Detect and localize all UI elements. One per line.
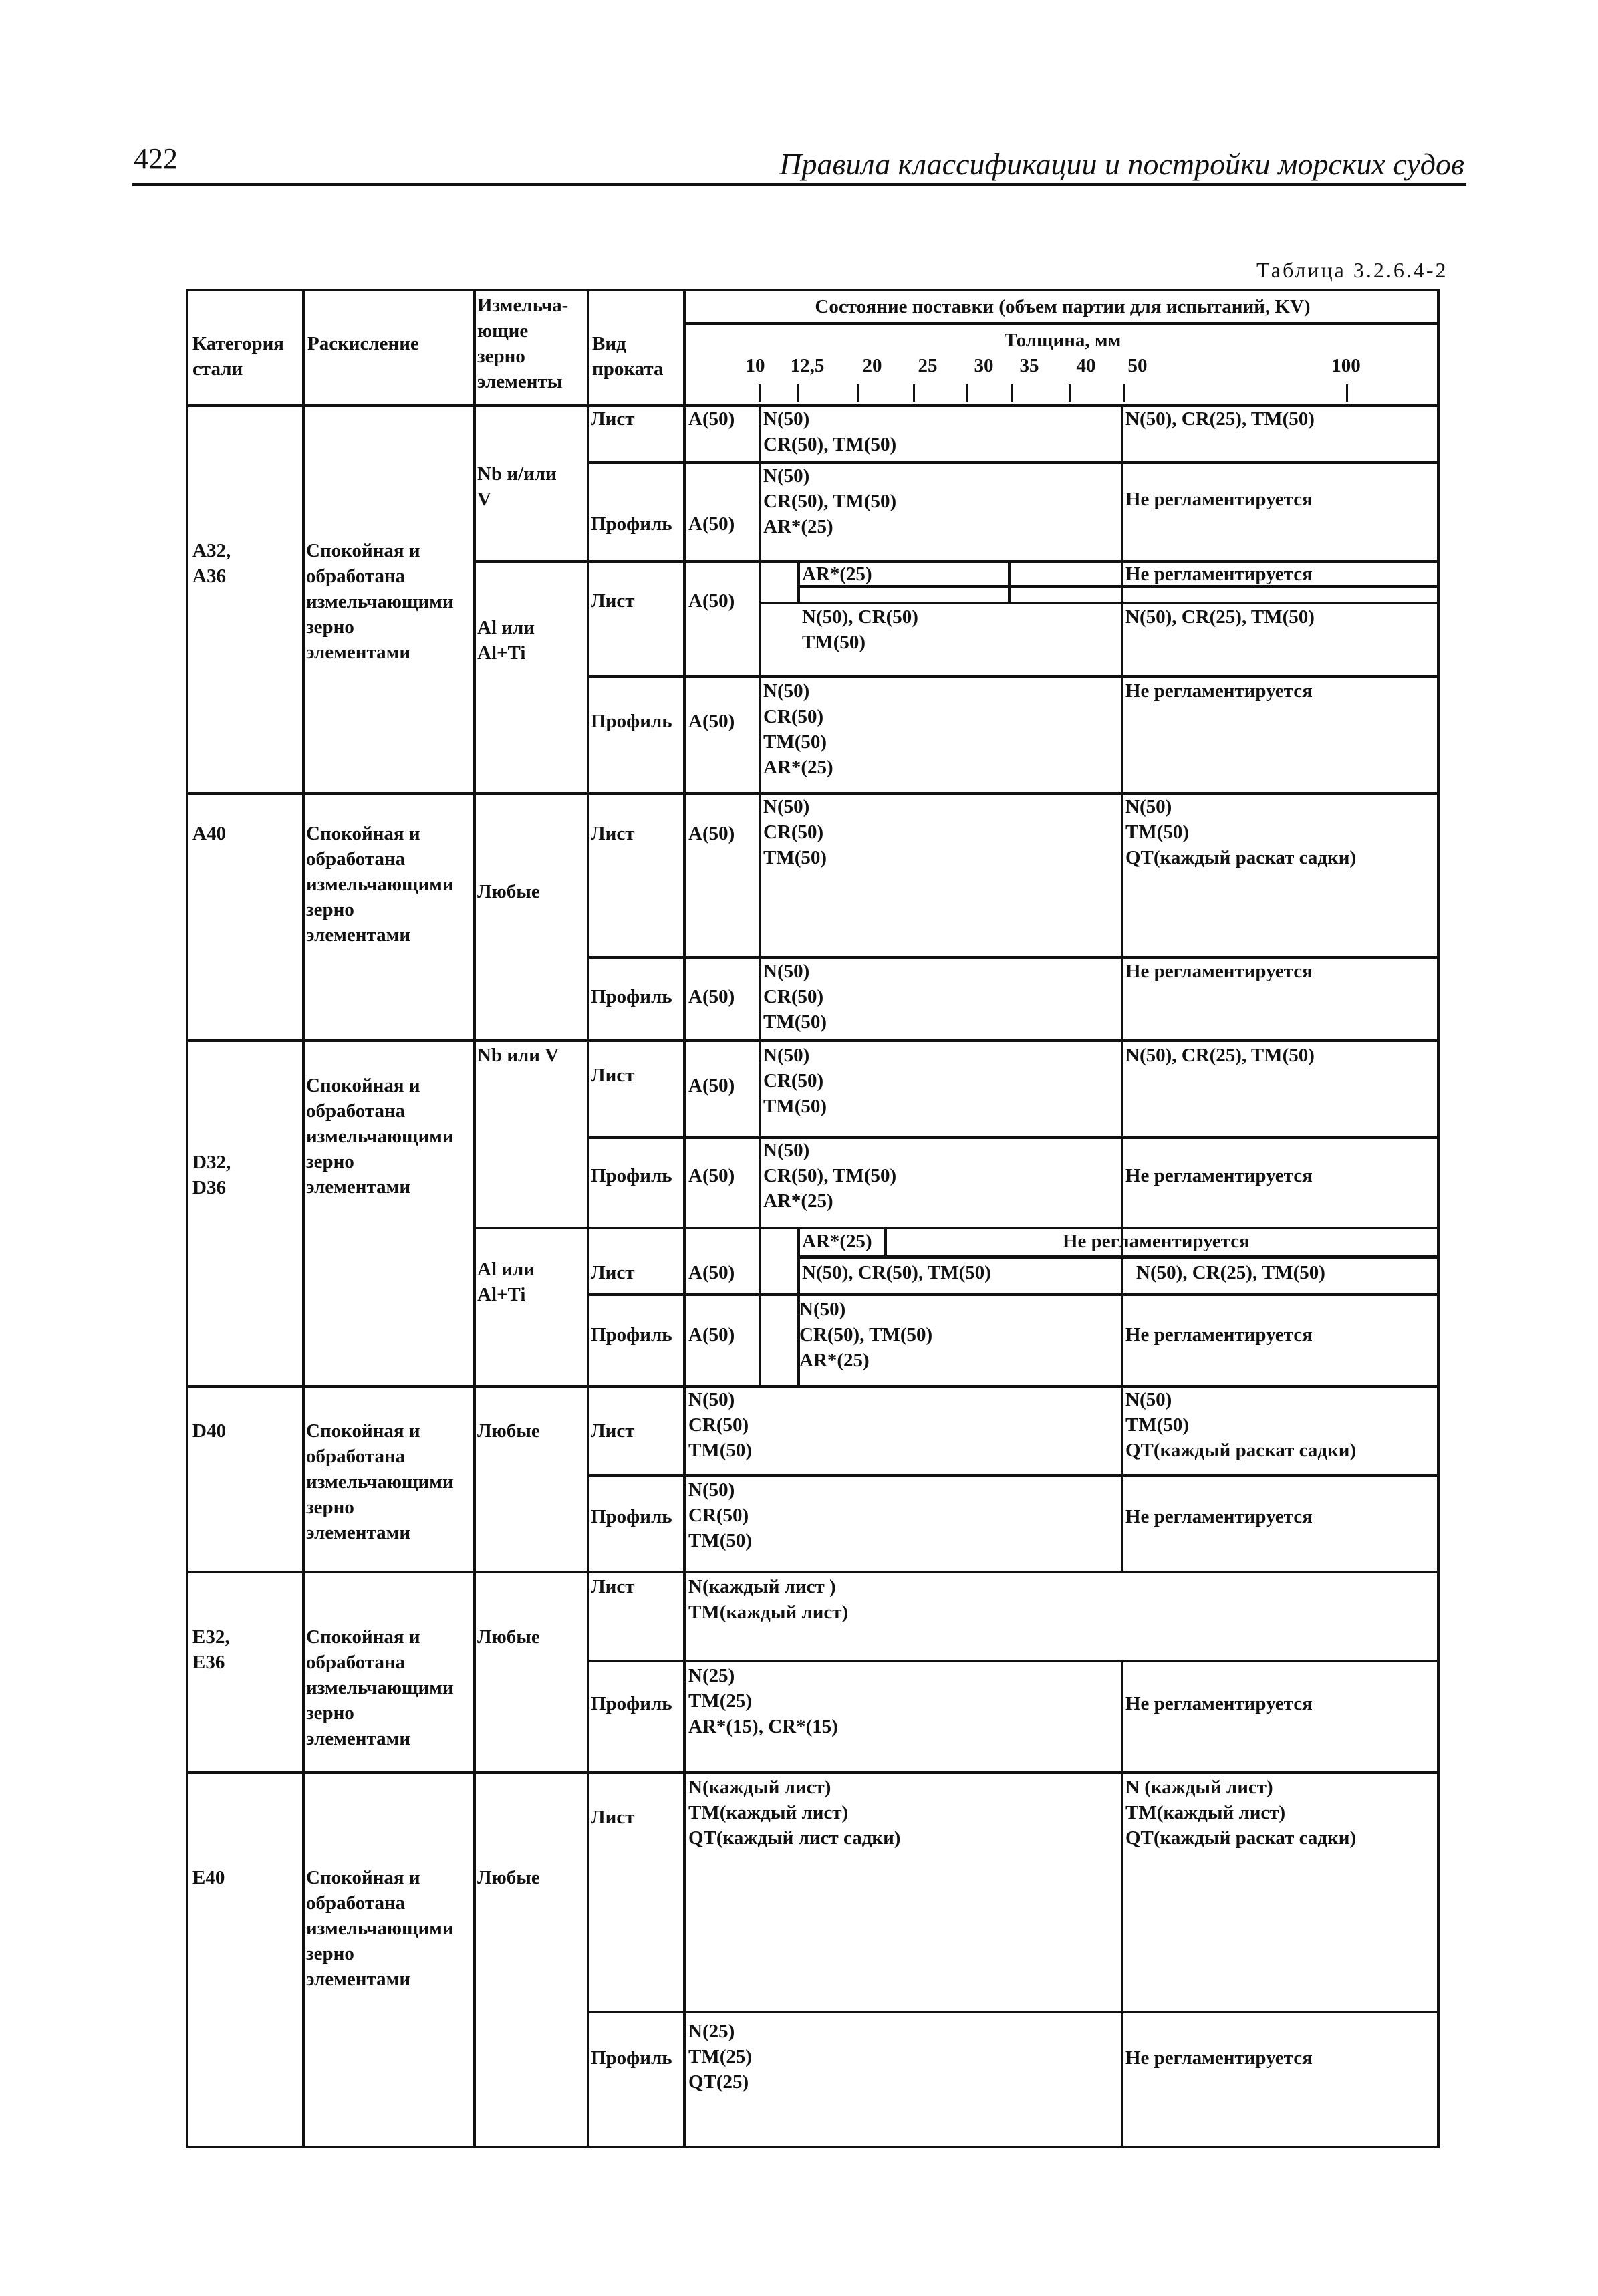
category-a32-a36-line: A32, (192, 540, 231, 561)
category-e40-line: E40 (192, 1867, 225, 1888)
category-e32-e36-line: E36 (192, 1652, 225, 1673)
supply-right-line: Не регламентируется (1125, 2047, 1313, 2069)
a50-value-line: A(50) (688, 1324, 735, 1346)
supply-right-line: Не регламентируется (1125, 961, 1313, 982)
header-thickness-line: Толщина, мм (1004, 330, 1121, 351)
product-sheet-line: Лист (591, 1262, 635, 1283)
a50-value-line: A(50) (688, 590, 735, 612)
deoxidation-d40-line: обработана (306, 1446, 406, 1467)
deoxidation-e32-line: измельчающими (306, 1677, 454, 1698)
thickness-tick-label: 30 (974, 355, 994, 376)
table-caption: Таблица 3.2.6.4-2 (1256, 258, 1448, 282)
supply-mid-line: N(каждый лист) (688, 1777, 831, 1798)
supply-mid-line: CR(50), TM(50) (763, 1165, 897, 1186)
supply-right-line: N(50), CR(25), TM(50) (1125, 606, 1315, 628)
header-grain-elements-line: ющие (477, 320, 529, 342)
product-sheet-line: Лист (591, 1420, 635, 1442)
product-profile-line: Профиль (591, 513, 672, 535)
supply-mid-line: N(50) (763, 1140, 810, 1161)
supply-right-line: Не регламентируется (1125, 1324, 1313, 1346)
supply-mid-line: TM(каждый лист) (688, 1802, 849, 1823)
header-category-line: Категория (192, 333, 284, 354)
running-title: Правила классификации и постройки морских судов (779, 147, 1464, 181)
supply-mid-line: CR(50) (763, 706, 824, 727)
supply-ar-line: AR*(25) (802, 1231, 872, 1252)
product-sheet-line: Лист (591, 823, 635, 844)
a50-value-line: A(50) (688, 408, 735, 430)
a50-value-line: A(50) (688, 1165, 735, 1186)
supply-mid-line: TM(50) (688, 1530, 753, 1551)
supply-not-regulated-line: Не регламентируется (1125, 563, 1313, 585)
deoxidation-a40-line: обработана (306, 848, 406, 870)
deoxidation-d40-line: Спокойная и (306, 1420, 420, 1442)
page-number: 422 (134, 142, 178, 175)
supply-mid-line: CR(50), TM(50) (799, 1324, 933, 1346)
supply-right-line: N(50) (1125, 796, 1172, 817)
supply-mid-line: QT(каждый лист садки) (688, 1827, 901, 1849)
header-grain-elements-line: элементы (477, 371, 563, 392)
grain-any-line: Любые (477, 881, 540, 902)
thickness-tick-label: 20 (862, 355, 882, 376)
deoxidation-d32-line: обработана (306, 1100, 406, 1122)
supply-right-line: N(50), CR(25), TM(50) (1136, 1262, 1325, 1283)
supply-mid-line: AR*(25) (763, 1190, 833, 1212)
deoxidation-e32-line: Спокойная и (306, 1626, 420, 1648)
deoxidation-a32-line: Спокойная и (306, 540, 420, 561)
supply-mid-line: N(50) (763, 1045, 810, 1066)
category-e32-e36-line: E32, (192, 1626, 230, 1648)
supply-mid-line: N(50) (763, 796, 810, 817)
supply-right-line: N(50) (1125, 1389, 1172, 1410)
supply-right-line: QT(каждый раскат садки) (1125, 1827, 1357, 1849)
product-sheet-line: Лист (591, 408, 635, 430)
grain-al-ti-line: Al или (477, 617, 535, 638)
deoxidation-e32-line: элементами (306, 1728, 411, 1749)
supply-right-line: Не регламентируется (1125, 1165, 1313, 1186)
supply-right-line: Не регламентируется (1125, 1693, 1313, 1714)
grain-any-line: Любые (477, 1867, 540, 1888)
supply-mid-line: CR(50) (688, 1414, 749, 1436)
product-profile-line: Профиль (591, 1165, 672, 1186)
deoxidation-e32-line: зерно (306, 1702, 354, 1724)
supply-mid-line: N(25) (688, 2021, 735, 2042)
supply-mid-line: N(50), CR(50), TM(50) (802, 1262, 991, 1283)
category-d40-line: D40 (192, 1420, 226, 1442)
supply-mid-line: N(каждый лист ) (688, 1576, 836, 1598)
product-sheet-line: Лист (591, 590, 635, 612)
supply-mid-line: AR*(25) (799, 1350, 870, 1371)
header-supply-condition-line: Состояние поставки (объем партии для испытаний, KV) (815, 296, 1311, 317)
deoxidation-a32-line: обработана (306, 565, 406, 587)
deoxidation-e32-line: обработана (306, 1652, 406, 1673)
deoxidation-a40-line: измельчающими (306, 874, 454, 895)
thickness-tick-label: 12,5 (790, 355, 825, 376)
product-profile-line: Профиль (591, 1693, 672, 1714)
supply-right-line: N(50), CR(25), TM(50) (1125, 1045, 1315, 1066)
supply-mid-line: TM(каждый лист) (688, 1602, 849, 1623)
supply-mid-line: AR*(25) (763, 516, 833, 537)
a50-value-line: A(50) (688, 1262, 735, 1283)
supply-right-line: Не регламентируется (1125, 1506, 1313, 1527)
grain-al-ti-line: Al+Ti (477, 642, 526, 664)
thickness-tick-label: 100 (1331, 355, 1361, 376)
header-product-type-line: проката (592, 358, 664, 380)
supply-mid-line: N(50) (763, 961, 810, 982)
supply-mid-line: AR*(15), CR*(15) (688, 1716, 838, 1737)
deoxidation-d40-line: измельчающими (306, 1471, 454, 1493)
supply-right-line: N (каждый лист) (1125, 1777, 1273, 1798)
deoxidation-a32-line: зерно (306, 616, 354, 638)
supply-mid-line: N(50) (763, 680, 810, 702)
category-a40-line: A40 (192, 823, 226, 844)
thickness-tick-label: 40 (1076, 355, 1096, 376)
supply-right-line: N(50), CR(25), TM(50) (1125, 408, 1315, 430)
supply-mid-line: CR(50) (763, 1070, 824, 1092)
deoxidation-d32-line: зерно (306, 1151, 354, 1172)
supply-mid-line: CR(50), TM(50) (763, 491, 897, 512)
supply-mid-line: TM(50) (763, 847, 827, 868)
deoxidation-e40-line: элементами (306, 1968, 411, 1990)
header-deoxidation-line: Раскисление (307, 333, 419, 354)
thickness-tick-label: 25 (918, 355, 938, 376)
header-product-type-line: Вид (592, 333, 626, 354)
grain-nb-v-line: V (477, 489, 491, 510)
supply-not-regulated-line: Не регламентируется (1063, 1231, 1250, 1252)
header-grain-elements-line: Измельча- (477, 295, 569, 316)
deoxidation-a40-line: Спокойная и (306, 823, 420, 844)
deoxidation-d32-line: измельчающими (306, 1126, 454, 1147)
deoxidation-a40-line: элементами (306, 924, 411, 946)
deoxidation-e40-line: обработана (306, 1892, 406, 1914)
supply-mid-line: CR(50) (688, 1505, 749, 1526)
supply-ar-line: AR*(25) (802, 563, 872, 585)
deoxidation-d32-line: Спокойная и (306, 1075, 420, 1096)
thickness-tick-label: 50 (1127, 355, 1148, 376)
grain-al-ti-line: Al+Ti (477, 1284, 526, 1305)
category-d32-d36-line: D36 (192, 1177, 226, 1198)
deoxidation-e40-line: Спокойная и (306, 1867, 420, 1888)
supply-right-line: QT(каждый раскат садки) (1125, 847, 1357, 868)
deoxidation-a40-line: зерно (306, 899, 354, 920)
supply-mid-line: N(50) (688, 1389, 735, 1410)
supply-mid-line: CR(50) (763, 821, 824, 843)
grain-nb-v-line: Nb и/или (477, 463, 557, 485)
product-profile-line: Профиль (591, 1324, 672, 1346)
supply-mid-line: TM(50) (688, 1440, 753, 1461)
product-sheet-line: Лист (591, 1576, 635, 1598)
product-sheet-line: Лист (591, 1807, 635, 1828)
deoxidation-d32-line: элементами (306, 1176, 411, 1198)
supply-mid-line: TM(25) (688, 2046, 753, 2067)
product-profile-line: Профиль (591, 986, 672, 1007)
a50-value-line: A(50) (688, 1075, 735, 1096)
supply-mid-line: TM(25) (688, 1690, 753, 1712)
category-a32-a36-line: A36 (192, 565, 226, 587)
deoxidation-a32-line: измельчающими (306, 591, 454, 612)
category-d32-d36-line: D32, (192, 1152, 231, 1173)
grain-any-line: Любые (477, 1420, 540, 1442)
supply-mid-line: AR*(25) (763, 757, 833, 778)
supply-mid-line: N(50) (688, 1479, 735, 1501)
supply-mid-line: N(50) (763, 465, 810, 487)
supply-mid-line: TM(50) (763, 731, 827, 753)
product-profile-line: Профиль (591, 2047, 672, 2069)
thickness-tick-label: 10 (745, 355, 765, 376)
header-grain-elements-line: зерно (477, 346, 525, 367)
product-sheet-line: Лист (591, 1065, 635, 1086)
supply-right-line: TM(каждый лист) (1125, 1802, 1286, 1823)
deoxidation-d40-line: элементами (306, 1522, 411, 1543)
product-profile-line: Профиль (591, 711, 672, 732)
supply-right-line: TM(50) (1125, 821, 1190, 843)
deoxidation-e40-line: измельчающими (306, 1918, 454, 1939)
supply-right-line: TM(50) (1125, 1414, 1190, 1436)
supply-right-line: Не регламентируется (1125, 680, 1313, 702)
a50-value-line: A(50) (688, 711, 735, 732)
supply-mid-line: CR(50) (763, 986, 824, 1007)
supply-mid-line: N(50) (763, 408, 810, 430)
deoxidation-d40-line: зерно (306, 1497, 354, 1518)
grain-any-line: Любые (477, 1626, 540, 1648)
supply-mid-line: TM(50) (802, 632, 866, 653)
header-category-line: стали (192, 358, 243, 380)
supply-right-line: QT(каждый раскат садки) (1125, 1440, 1357, 1461)
supply-mid-line: N(25) (688, 1665, 735, 1686)
grain-nb-or-v-line: Nb или V (477, 1045, 559, 1066)
supply-mid-line: TM(50) (763, 1011, 827, 1033)
supply-mid-line: N(50) (799, 1299, 846, 1320)
supply-mid-line: QT(25) (688, 2071, 749, 2093)
deoxidation-e40-line: зерно (306, 1943, 354, 1964)
product-profile-line: Профиль (591, 1506, 672, 1527)
supply-mid-line: N(50), CR(50) (802, 606, 918, 628)
a50-value-line: A(50) (688, 823, 735, 844)
a50-value-line: A(50) (688, 986, 735, 1007)
supply-mid-line: TM(50) (763, 1096, 827, 1117)
deoxidation-a32-line: элементами (306, 642, 411, 663)
grain-al-ti-line: Al или (477, 1259, 535, 1280)
supply-right-line: Не регламентируется (1125, 489, 1313, 510)
thickness-tick-label: 35 (1019, 355, 1039, 376)
supply-mid-line: CR(50), TM(50) (763, 434, 897, 455)
a50-value-line: A(50) (688, 513, 735, 535)
